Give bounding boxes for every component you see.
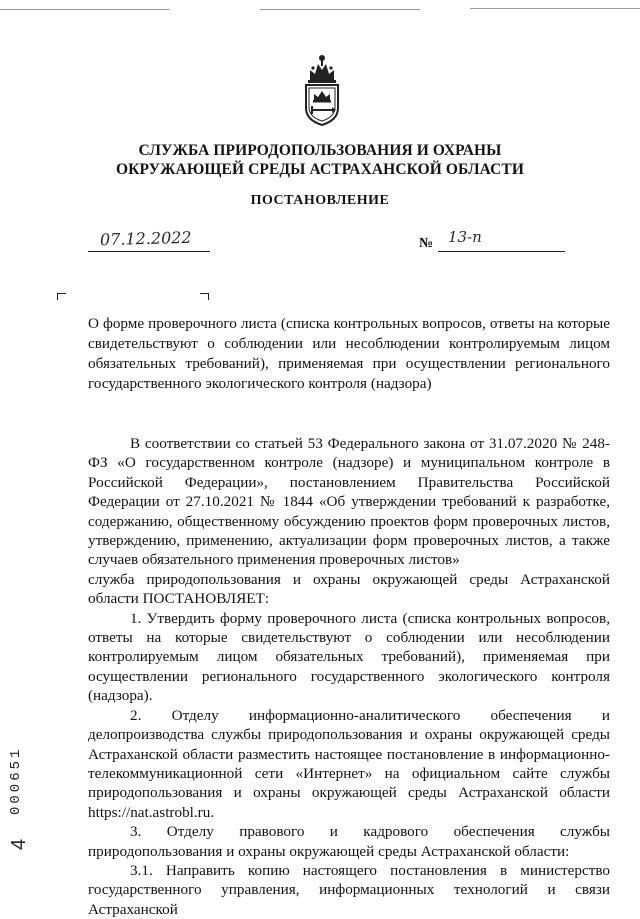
preamble-paragraph: В соответствии со статьей 53 Федерального закона от 31.07.2020 № 248-ФЗ «О государственном контроле (надзоре) и муниципальном контроле в Российской Федерации», постановлением Правительства Российской Федерации от 27.10.2021 № 1844 «Об утверждении требований к разработке, содержанию, общественному обсуждению проектов форм проверочных листов, утверждению, применению, актуализации форм проверочных листов, а также случаев обязательного применения проверочных листов»	[88, 435, 610, 569]
number-label: №	[419, 236, 434, 251]
margin-registration-code	[8, 715, 32, 815]
date-underline	[88, 251, 210, 252]
organization-title-line: СЛУЖБА ПРИРОДОПОЛЬЗОВАНИЯ И ОХРАНЫ	[138, 142, 502, 159]
astrakhan-coat-of-arms-icon	[301, 50, 343, 128]
document-type: ПОСТАНОВЛЕНИЕ	[250, 193, 390, 208]
document-body	[88, 434, 610, 919]
document-number: 13-п	[448, 228, 482, 246]
issuer-paragraph: служба природопользования и охраны окружающей среды Астраханской области ПОСТАНОВЛЯЕТ:	[88, 570, 610, 608]
subject-bracket-right	[200, 293, 209, 300]
number-underline	[438, 251, 565, 252]
scan-edge-line	[470, 8, 640, 9]
margin-page-number	[8, 822, 34, 850]
scan-edge-line	[0, 9, 170, 10]
organization-title	[80, 141, 560, 179]
registration-code-text: 000651	[8, 746, 24, 815]
clause-3-1: 3.1. Направить копию настоящего постановления в министерство государственного управления, информационных технологий и связи Астраханской	[88, 861, 610, 918]
clause-1: 1. Утвердить форму проверочного листа (списка контрольных вопросов, ответы на которые свидетельствуют о соблюдении или несоблюдении контролируемым лицом обязательных требований), применяемая при осуществлении регионального государственного экологического контроля (надзора).	[88, 609, 610, 705]
clause-2: 2. Отделу информационно-аналитического обеспечения и делопроизводства службы природопользования и охраны окружающей среды Астраханской области разместить настоящее постановление в информационно-телекоммуникационной сети «Интернет» на официальном сайте службы природопользования и охраны окружающей среды Астраханской области https://nat.astrobl.ru.	[88, 706, 610, 821]
page-number-text: 4	[8, 838, 30, 850]
subject-bracket-left	[57, 293, 66, 300]
document-date: 07.12.2022	[99, 227, 192, 250]
clause-3: 3. Отделу правового и кадрового обеспечения службы природопользования и охраны окружающей среды Астраханской области:	[88, 823, 610, 860]
scan-edge-line	[260, 9, 420, 10]
document-subject: О форме проверочного листа (списка контрольных вопросов, ответы на которые свидетельствуют о соблюдении или несоблюдении контролируемым лицом обязательных требований), применяемая при осуществлении регионального государственного экологического контроля (надзора)	[88, 315, 610, 392]
organization-title-line: ОКРУЖАЮЩЕЙ СРЕДЫ АСТРАХАНСКОЙ ОБЛАСТИ	[115, 161, 525, 178]
